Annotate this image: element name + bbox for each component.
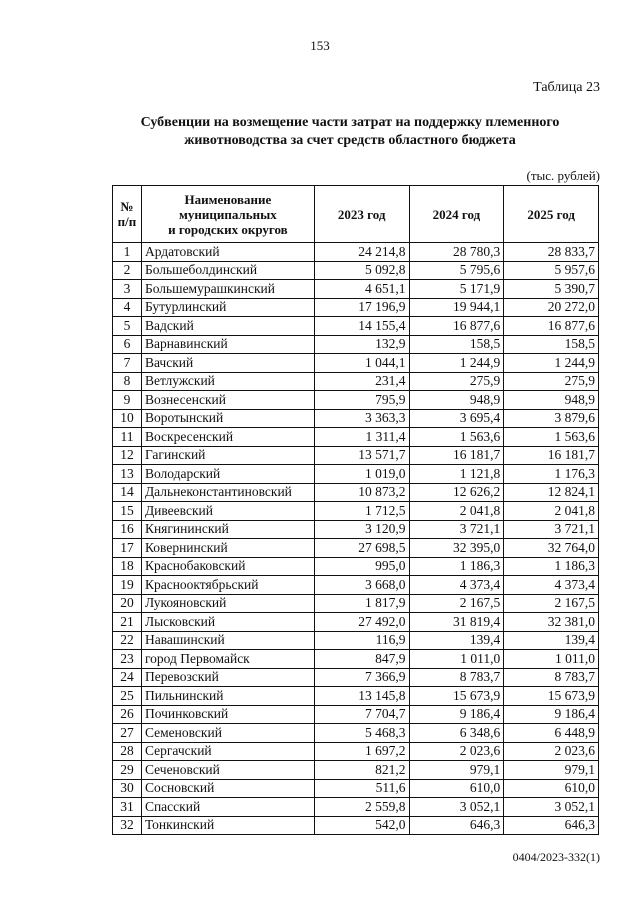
table-row [113,243,599,262]
header-2023: 2023 год [314,186,409,243]
row-number-cell: 25 [113,687,142,706]
district-name-cell: Починковский [141,705,314,724]
value-2025-cell: 2 041,8 [504,502,599,521]
row-number-cell: 31 [113,798,142,817]
value-2023-cell: 795,9 [314,391,409,410]
value-2024-cell: 5 171,9 [409,280,504,299]
row-number-cell: 17 [113,539,142,558]
value-2025-cell: 5 957,6 [504,261,599,280]
title-line-1: Субвенции на возмещение части затрат на поддержку племенного [140,115,560,130]
value-2024-cell: 979,1 [409,761,504,780]
value-2025-cell: 646,3 [504,816,599,835]
table-row [113,650,599,669]
value-2023-cell: 14 155,4 [314,317,409,336]
value-2025-cell: 9 186,4 [504,705,599,724]
value-2023-cell: 13 145,8 [314,687,409,706]
value-2025-cell: 139,4 [504,631,599,650]
value-2024-cell: 4 373,4 [409,576,504,595]
value-2024-cell: 2 041,8 [409,502,504,521]
value-2025-cell: 15 673,9 [504,687,599,706]
table-row [113,594,599,613]
district-name-cell: Вознесенский [141,391,314,410]
value-2025-cell: 16 181,7 [504,446,599,465]
row-number-cell: 8 [113,372,142,391]
table-row [113,354,599,373]
row-number-cell: 29 [113,761,142,780]
header-num-line-2: п/п [117,214,137,229]
value-2025-cell: 20 272,0 [504,298,599,317]
value-2025-cell: 12 824,1 [504,483,599,502]
value-2023-cell: 1 044,1 [314,354,409,373]
district-name-cell: Княгининский [141,520,314,539]
table-header-row [113,186,599,243]
value-2023-cell: 995,0 [314,557,409,576]
value-2025-cell: 1 563,6 [504,428,599,447]
value-2024-cell: 139,4 [409,631,504,650]
value-2023-cell: 3 668,0 [314,576,409,595]
value-2024-cell: 646,3 [409,816,504,835]
value-2025-cell: 979,1 [504,761,599,780]
table-row [113,446,599,465]
value-2024-cell: 2 167,5 [409,594,504,613]
table-body [113,243,599,835]
value-2024-cell: 16 181,7 [409,446,504,465]
table-row [113,576,599,595]
value-2025-cell: 2 167,5 [504,594,599,613]
value-2023-cell: 13 571,7 [314,446,409,465]
value-2025-cell: 16 877,6 [504,317,599,336]
row-number-cell: 24 [113,668,142,687]
units-note: (тыс. рублей) [526,168,600,183]
value-2024-cell: 12 626,2 [409,483,504,502]
row-number-cell: 27 [113,724,142,743]
row-number-cell: 28 [113,742,142,761]
district-name-cell: Дивеевский [141,502,314,521]
value-2023-cell: 511,6 [314,779,409,798]
row-number-cell: 1 [113,243,142,262]
value-2024-cell: 15 673,9 [409,687,504,706]
value-2024-cell: 3 052,1 [409,798,504,817]
value-2024-cell: 610,0 [409,779,504,798]
value-2025-cell: 32 764,0 [504,539,599,558]
district-name-cell: Тонкинский [141,816,314,835]
district-name-cell: Варнавинский [141,335,314,354]
value-2023-cell: 847,9 [314,650,409,669]
table-row [113,483,599,502]
value-2023-cell: 5 468,3 [314,724,409,743]
value-2024-cell: 5 795,6 [409,261,504,280]
document-code: 0404/2023-332(1) [512,850,600,864]
district-name-cell: Вадский [141,317,314,336]
value-2025-cell: 275,9 [504,372,599,391]
district-name-cell: Навашинский [141,631,314,650]
value-2024-cell: 32 395,0 [409,539,504,558]
value-2023-cell: 4 651,1 [314,280,409,299]
header-num [113,186,142,243]
district-name-cell: Спасский [141,798,314,817]
district-name-cell: Володарский [141,465,314,484]
district-name-cell: Вачский [141,354,314,373]
table-row [113,465,599,484]
row-number-cell: 16 [113,520,142,539]
row-number-cell: 3 [113,280,142,299]
value-2023-cell: 1 697,2 [314,742,409,761]
table-row [113,335,599,354]
table-label: Таблица 23 [533,80,600,95]
value-2025-cell: 32 381,0 [504,613,599,632]
table-row [113,816,599,835]
table-row [113,372,599,391]
district-name-cell: Сергачский [141,742,314,761]
row-number-cell: 19 [113,576,142,595]
header-name-line-2: муниципальных [179,206,277,222]
value-2023-cell: 10 873,2 [314,483,409,502]
table-row [113,539,599,558]
value-2025-cell: 3 879,6 [504,409,599,428]
value-2025-cell: 1 176,3 [504,465,599,484]
district-name-cell: Сеченовский [141,761,314,780]
value-2025-cell: 3 721,1 [504,520,599,539]
district-name-cell: Воскресенский [141,428,314,447]
value-2024-cell: 19 944,1 [409,298,504,317]
table-row [113,705,599,724]
table-row [113,298,599,317]
value-2023-cell: 231,4 [314,372,409,391]
value-2023-cell: 27 698,5 [314,539,409,558]
row-number-cell: 23 [113,650,142,669]
value-2023-cell: 1 817,9 [314,594,409,613]
value-2023-cell: 542,0 [314,816,409,835]
row-number-cell: 12 [113,446,142,465]
title-line-2: животноводства за счет средств областного бюджета [184,133,516,148]
row-number-cell: 32 [113,816,142,835]
row-number-cell: 9 [113,391,142,410]
table-row [113,668,599,687]
value-2025-cell: 4 373,4 [504,576,599,595]
table-row [113,742,599,761]
row-number-cell: 4 [113,298,142,317]
value-2024-cell: 1 563,6 [409,428,504,447]
value-2023-cell: 27 492,0 [314,613,409,632]
row-number-cell: 20 [113,594,142,613]
table-row [113,687,599,706]
subsidies-table [112,185,599,835]
district-name-cell: Ветлужский [141,372,314,391]
table-row [113,261,599,280]
table-row [113,391,599,410]
value-2024-cell: 1 121,8 [409,465,504,484]
table-row [113,520,599,539]
row-number-cell: 5 [113,317,142,336]
value-2024-cell: 275,9 [409,372,504,391]
row-number-cell: 18 [113,557,142,576]
value-2025-cell: 2 023,6 [504,742,599,761]
table-row [113,557,599,576]
row-number-cell: 13 [113,465,142,484]
district-name-cell: Большеболдинский [141,261,314,280]
value-2025-cell: 5 390,7 [504,280,599,299]
value-2024-cell: 6 348,6 [409,724,504,743]
value-2025-cell: 8 783,7 [504,668,599,687]
district-name-cell: Бутурлинский [141,298,314,317]
district-name-cell: Ковернинский [141,539,314,558]
row-number-cell: 2 [113,261,142,280]
value-2023-cell: 2 559,8 [314,798,409,817]
value-2024-cell: 1 011,0 [409,650,504,669]
value-2024-cell: 158,5 [409,335,504,354]
value-2025-cell: 28 833,7 [504,243,599,262]
value-2023-cell: 5 092,8 [314,261,409,280]
district-name-cell: Перевозский [141,668,314,687]
table-row [113,724,599,743]
value-2023-cell: 821,2 [314,761,409,780]
value-2023-cell: 17 196,9 [314,298,409,317]
value-2023-cell: 7 704,7 [314,705,409,724]
value-2025-cell: 948,9 [504,391,599,410]
value-2024-cell: 1 186,3 [409,557,504,576]
district-name-cell: город Первомайск [141,650,314,669]
district-name-cell: Воротынский [141,409,314,428]
row-number-cell: 14 [113,483,142,502]
value-2024-cell: 16 877,6 [409,317,504,336]
header-2025: 2025 год [504,186,599,243]
table-row [113,409,599,428]
value-2024-cell: 28 780,3 [409,243,504,262]
header-name [141,186,314,243]
value-2024-cell: 1 244,9 [409,354,504,373]
table-row [113,779,599,798]
district-name-cell: Краснобаковский [141,557,314,576]
header-name-line-1: Наименование [184,191,272,207]
table-title [110,114,590,150]
value-2023-cell: 1 712,5 [314,502,409,521]
value-2023-cell: 1 311,4 [314,428,409,447]
row-number-cell: 10 [113,409,142,428]
value-2024-cell: 8 783,7 [409,668,504,687]
table-row [113,631,599,650]
value-2025-cell: 1 011,0 [504,650,599,669]
value-2025-cell: 158,5 [504,335,599,354]
value-2023-cell: 24 214,8 [314,243,409,262]
district-name-cell: Большемурашкинский [141,280,314,299]
row-number-cell: 15 [113,502,142,521]
table-row [113,761,599,780]
value-2024-cell: 31 819,4 [409,613,504,632]
value-2025-cell: 610,0 [504,779,599,798]
district-name-cell: Лысковский [141,613,314,632]
row-number-cell: 7 [113,354,142,373]
district-name-cell: Лукояновский [141,594,314,613]
header-num-line-1: № [120,199,134,214]
value-2024-cell: 3 695,4 [409,409,504,428]
value-2023-cell: 132,9 [314,335,409,354]
value-2025-cell: 3 052,1 [504,798,599,817]
district-name-cell: Дальнеконстантиновский [141,483,314,502]
district-name-cell: Ардатовский [141,243,314,262]
value-2023-cell: 3 363,3 [314,409,409,428]
row-number-cell: 26 [113,705,142,724]
row-number-cell: 22 [113,631,142,650]
value-2024-cell: 9 186,4 [409,705,504,724]
table-row [113,428,599,447]
table-row [113,798,599,817]
value-2024-cell: 2 023,6 [409,742,504,761]
row-number-cell: 21 [113,613,142,632]
value-2024-cell: 3 721,1 [409,520,504,539]
value-2024-cell: 948,9 [409,391,504,410]
value-2025-cell: 6 448,9 [504,724,599,743]
row-number-cell: 6 [113,335,142,354]
table-row [113,613,599,632]
value-2023-cell: 116,9 [314,631,409,650]
table-row [113,280,599,299]
value-2025-cell: 1 186,3 [504,557,599,576]
district-name-cell: Сосновский [141,779,314,798]
district-name-cell: Гагинский [141,446,314,465]
table-row [113,317,599,336]
row-number-cell: 11 [113,428,142,447]
district-name-cell: Пильнинский [141,687,314,706]
district-name-cell: Семеновский [141,724,314,743]
row-number-cell: 30 [113,779,142,798]
district-name-cell: Краснооктябрьский [141,576,314,595]
value-2023-cell: 1 019,0 [314,465,409,484]
value-2023-cell: 7 366,9 [314,668,409,687]
header-2024: 2024 год [409,186,504,243]
value-2025-cell: 1 244,9 [504,354,599,373]
value-2023-cell: 3 120,9 [314,520,409,539]
page-number: 153 [310,38,330,53]
table-row [113,502,599,521]
header-name-line-3: и городских округов [168,221,288,237]
